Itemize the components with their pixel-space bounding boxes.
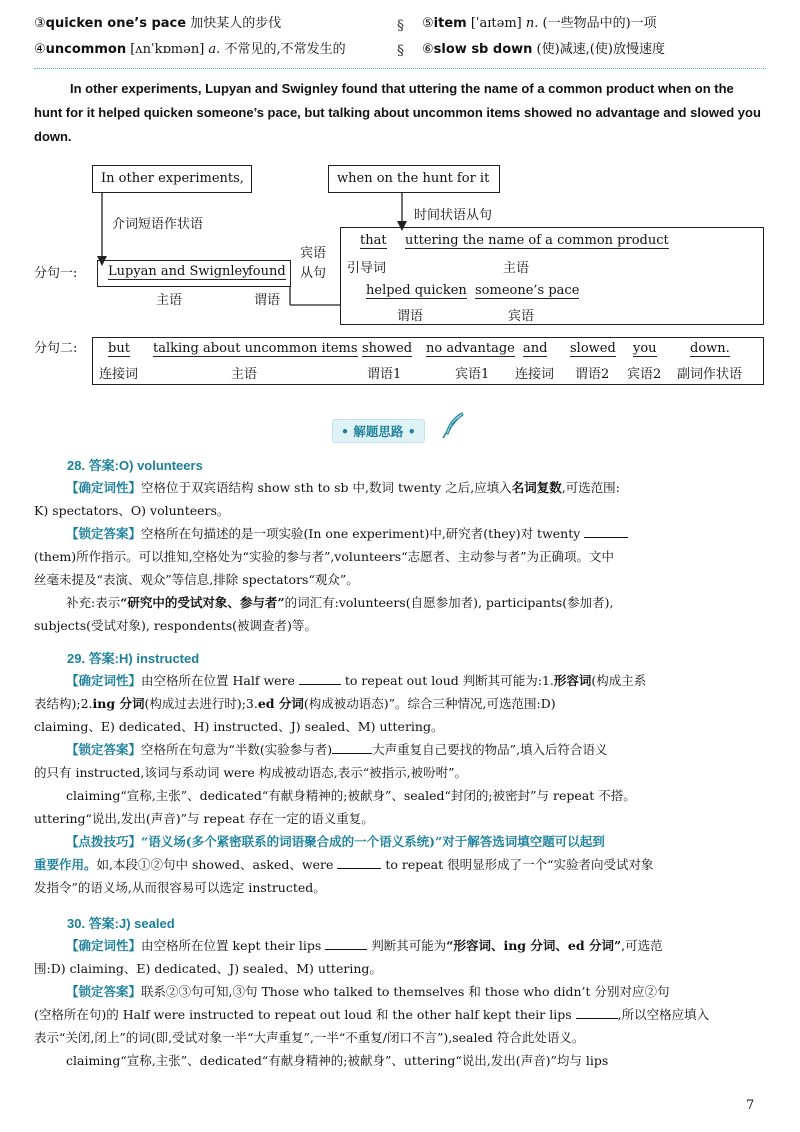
q30-answer-heading: 30. 答案:J) sealed (67, 916, 175, 931)
c2-tag: 连接词 (99, 367, 139, 382)
quill-pen-icon (440, 411, 466, 439)
predicate-found: found (248, 264, 286, 279)
c2-tag: 连接词 (515, 367, 555, 382)
diagram-box-experiments: In other experiments, (92, 165, 252, 193)
c2-tag: 谓语2 (575, 367, 610, 382)
c2-word: slowed (570, 341, 616, 356)
q28-explanation: 【确定词性】空格位于双宾语结构 show sth to sb 中,数词 twenty 之后,应填入名词复数,可选范围: K) spectators、O) volunteers。 【锁定答案】空格所在句描述的是一项实验(In one experiment)中,研究者(they)对 twenty (them)所作指示。可以推知,空格处为“实验的参与者”,volunteers“志愿者、主动参与者”为正确项。文中 丝毫未提及“表演、观众”等信息,排除 spectators“观众”。 补充:表示“研究中的受试对象、参与者”的词汇有:volunteers(自愿参加者), participants(参加者), subjects(受试对象), respondents(被调查者)等。 (34, 476, 774, 637)
q29-answer-heading: 29. 答案:H) instructed (67, 651, 200, 666)
answer-blank (584, 525, 628, 538)
helped-tag: 谓语 (397, 309, 424, 324)
c2-word: down. (690, 341, 730, 356)
c2-word: and (523, 341, 548, 356)
diagram-box-hunt: when on the hunt for it (328, 165, 500, 193)
that-tag: 引导词 (347, 261, 387, 276)
c2-word: showed (362, 341, 413, 356)
q30-explanation: 【确定词性】由空格所在位置 kept their lips 判断其可能为“形容词、ing 分词、ed 分词”,可选范 围:D) claiming、E) dedicated、J) sealed、M) uttering。 【锁定答案】联系②③句可知,③句 Those who talked to themselves 和 those who didn’t 分别对应②句 (空格所在句)的 Half were instructed to repeat out loud 和 the other half kept their lips ,所以空格应填入 表示“关闭,闭上”的词(即,受试对象一半“大声重复”,一半“不重复/闭口不言”),sealed 符合此处语义。 claiming“宣称,主张”、dedicated“有献身精神的;被献身”、uttering“说出,发出(声音)”均与 lips (34, 938, 710, 1068)
c2-word: you (633, 341, 657, 356)
predicate-tag: 谓语 (254, 293, 281, 308)
q29-explanation: 【确定词性】由空格所在位置 Half were to repeat out loud 判断其可能为:1.形容词(构成主系 表结构);2.ing 分词(构成过去进行时);3.ed 分词(构成被动语态)”。综合三种情况,可选范围:D) claiming、E) dedicated、H) instructed、J) sealed、M) uttering。 【锁定答案】空格所在句意为“半数(实验参与者) 大声重复自己要找的物品”,填入后符合语义 的只有 instructed,该词与系动词 were 构成被动语态,表示“被指示,被吩咐”。 claiming“宣称,主张”、dedicated“有献身精神的;被献身”、sealed“封闭的;被密封”与 repeat 不搭。 uttering“说出,发出(声音)”与 repeat 存在一定的语义重复。 【点拨技巧】“语义场(多个紧密联系的词语聚合成的一个语义系统)”对于解答选词填空题可以起到 重要作用。如,本段①②句中 showed、asked、were to repeat 很明显形成了一个“实验者向受试对象 发指令”的语义场,从而很容易可以选定 instructed。 (34, 673, 654, 895)
subject-tag: 主语 (156, 293, 183, 308)
clause2-label: 分句二: (34, 341, 78, 356)
vocab-item-4: ④uncommon [ʌnˈkɒmən] a. 不常见的,不常发生的 (34, 42, 346, 57)
uttering-tag: 主语 (503, 261, 530, 276)
object-clause-label: 宾语 从句 (300, 246, 327, 281)
pace-text: someone’s pace (475, 283, 580, 298)
answer-blank (337, 856, 381, 869)
c2-tag: 谓语1 (367, 367, 402, 382)
vocab-item-5: ⑤item [ˈaɪtəm] n. (一些物品中的)一项 (422, 16, 657, 31)
c2-tag: 副词作状语 (677, 367, 743, 382)
spiral-binding-icon: § § (397, 18, 404, 59)
that-text: that (360, 233, 387, 248)
uttering-text: uttering the name of a common product (405, 233, 669, 248)
vocab-item-6: ⑥slow sb down (使)减速,(使)放慢速度 (422, 42, 665, 57)
subject-text: Lupyan and Swignley (108, 264, 250, 279)
answer-blank (299, 672, 341, 685)
label-time-clause: 时间状语从句 (414, 208, 493, 223)
helped-text: helped quicken (366, 283, 467, 298)
c2-tag: 宾语2 (627, 367, 662, 382)
c2-word: no advantage (426, 341, 515, 356)
answer-blank (576, 1006, 618, 1019)
clause1-label: 分句一: (34, 266, 78, 281)
q28-answer-heading: 28. 答案:O) volunteers (67, 458, 203, 473)
page-number: 7 (746, 1098, 755, 1113)
solution-banner: • 解题思路 • (332, 419, 425, 443)
c2-tag: 宾语1 (455, 367, 490, 382)
answer-blank (325, 937, 367, 950)
passage-sentence: In other experiments, Lupyan and Swignley found that uttering the name of a common product when on the hunt for it helped quicken someone’s pace, but talking about uncommon items showed no advantage and slowed you down. (34, 81, 761, 144)
answer-blank (332, 741, 372, 754)
vocab-item-3: ③quicken one’s pace 加快某人的步伐 (34, 16, 282, 31)
c2-word: talking about uncommon items (153, 341, 358, 356)
pace-tag: 宾语 (508, 309, 535, 324)
label-prep-phrase: 介词短语作状语 (112, 217, 204, 232)
c2-tag: 主语 (231, 367, 258, 382)
c2-word: but (108, 341, 130, 356)
